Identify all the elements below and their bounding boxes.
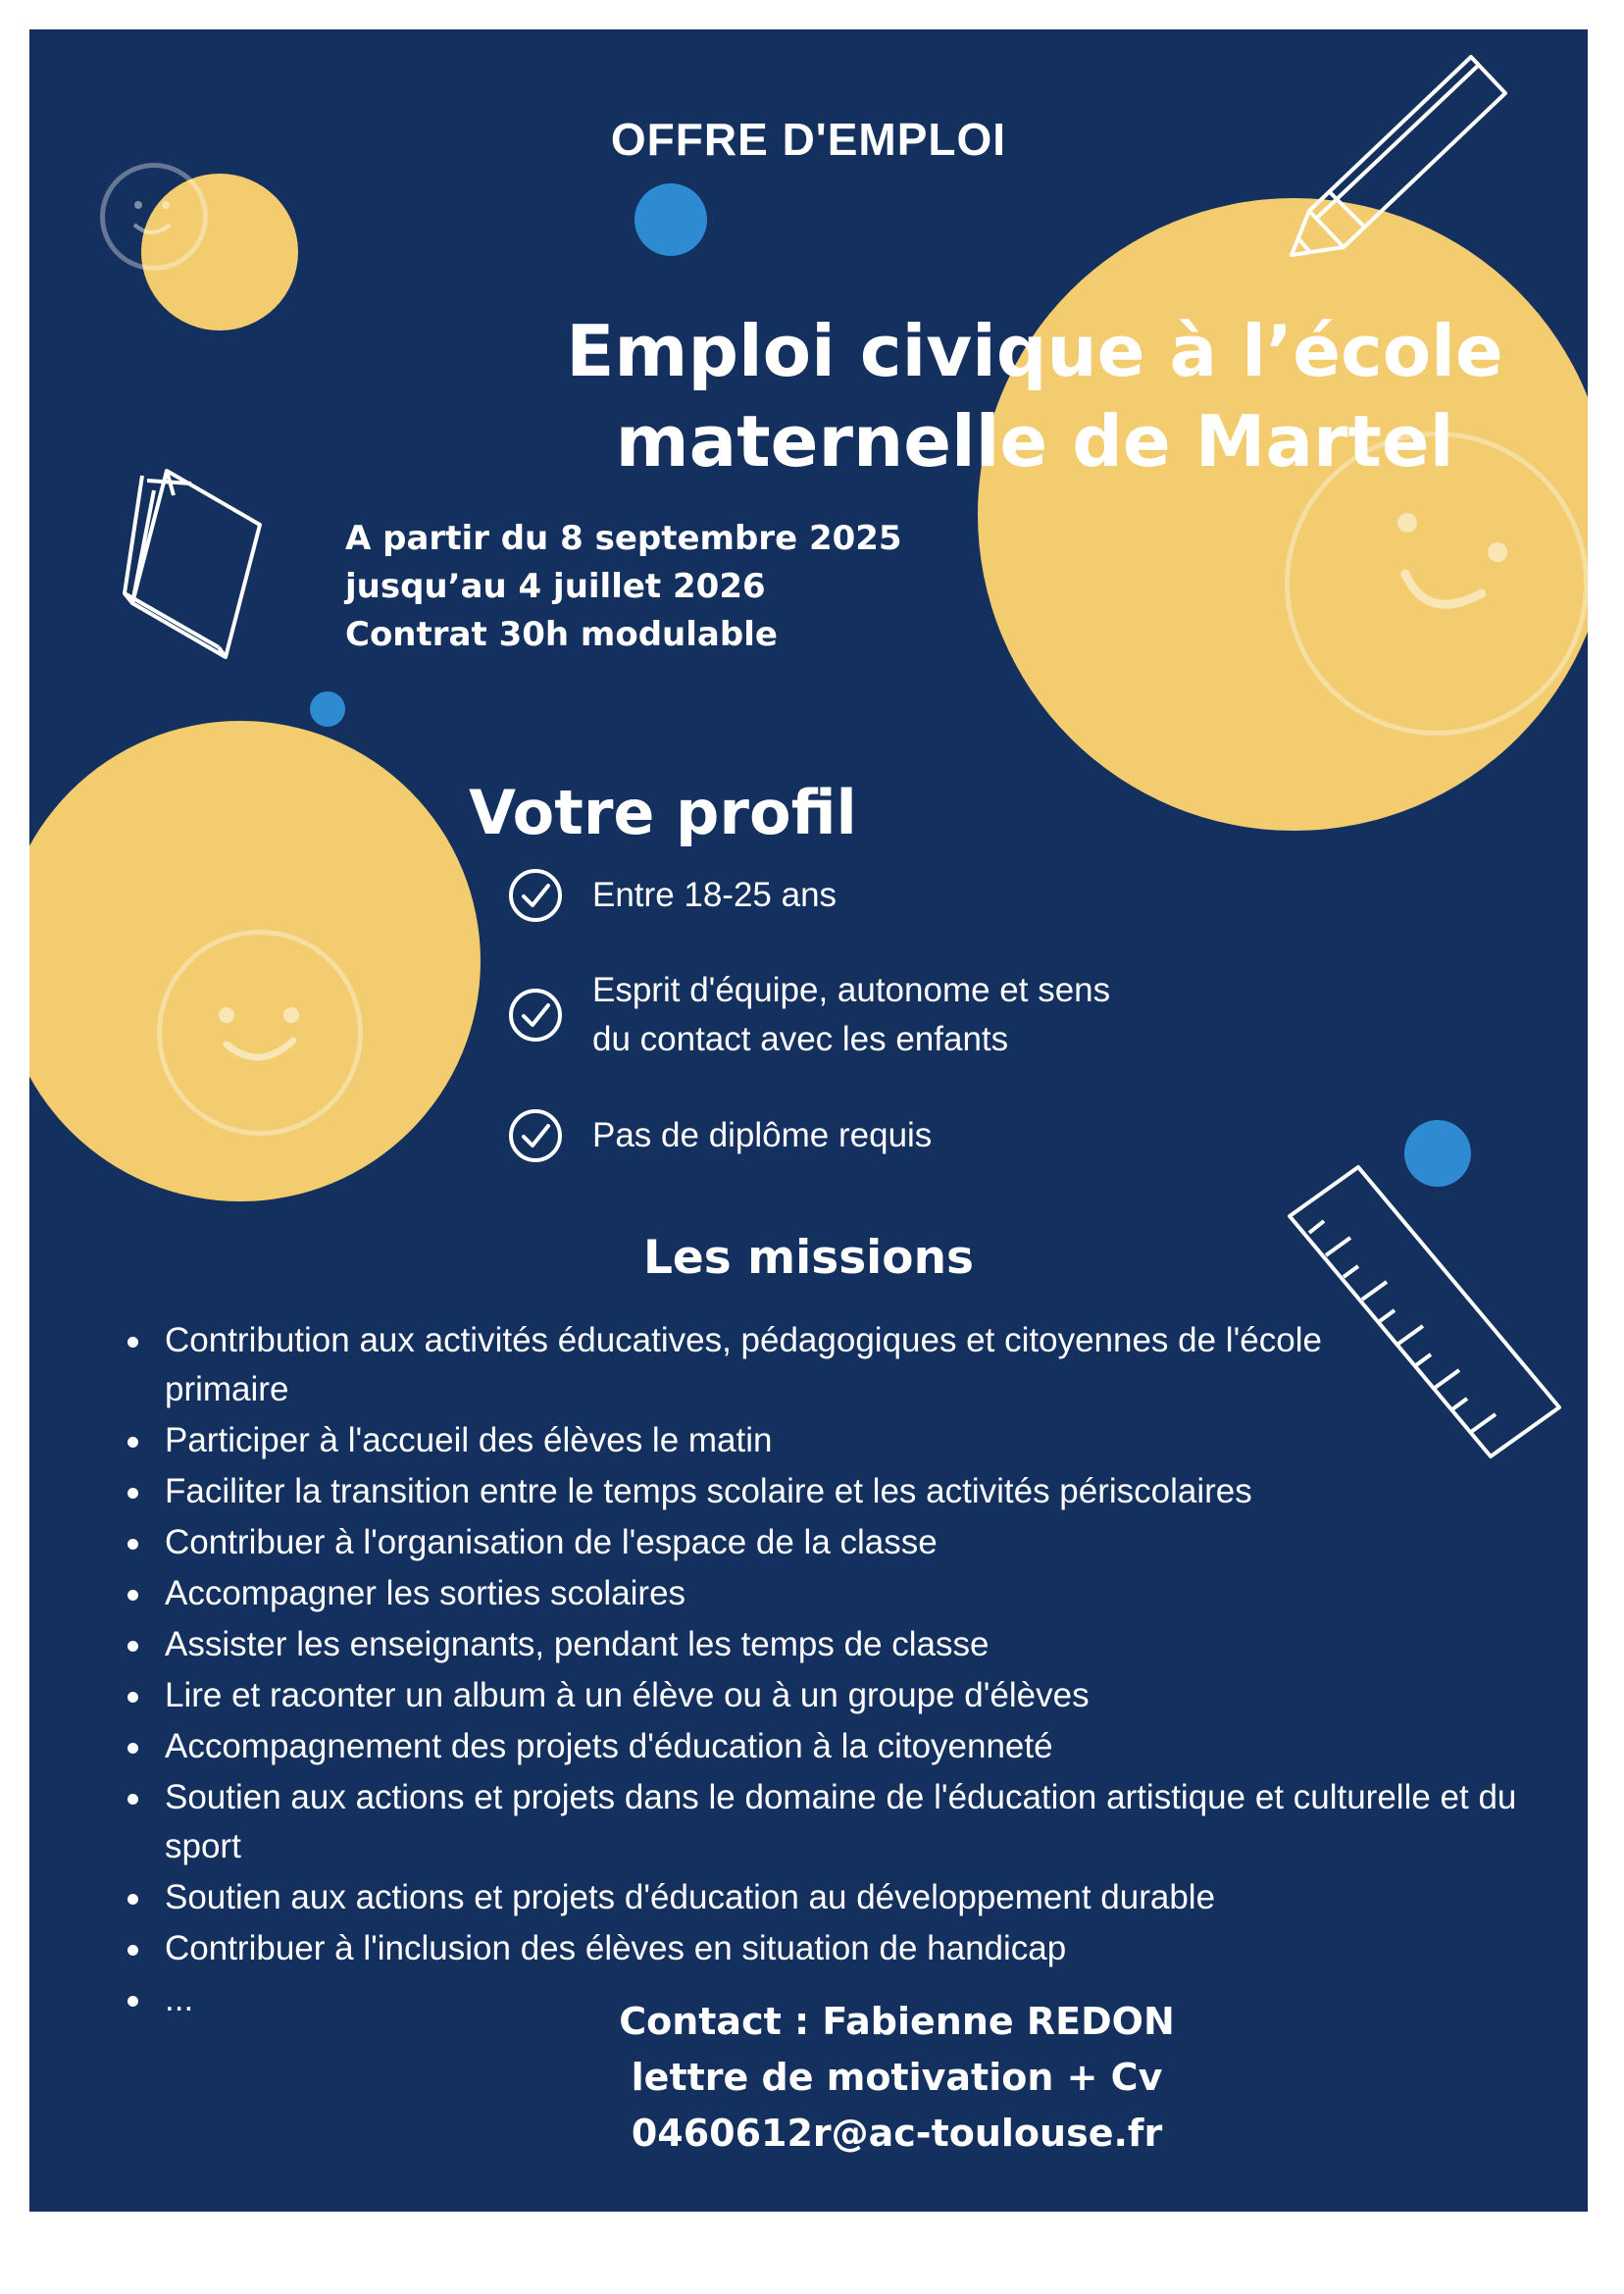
list-item: Soutien aux actions et projets d'éducation au développement durable [126, 1873, 1538, 1922]
end-date: jusqu’au 4 juillet 2026 [345, 567, 766, 606]
contact-block [29, 1994, 1588, 2162]
list-item: Assister les enseignants, pendant les temps de classe [126, 1620, 1538, 1669]
list-item: Contribuer à l'inclusion des élèves en situation de handicap [126, 1924, 1538, 1973]
list-item: Lire et raconter un album à un élève ou à un groupe d'élèves [126, 1671, 1538, 1720]
profil-item [508, 1108, 932, 1163]
check-circle-icon [508, 868, 563, 923]
profil-item [508, 868, 837, 923]
job-offer-poster [29, 29, 1588, 2212]
list-item: Participer à l'accueil des élèves le matin [126, 1416, 1538, 1465]
list-item: Contribution aux activités éducatives, pédagogiques et citoyennes de l'école primaire [126, 1316, 1420, 1414]
blue-dot-mid [310, 691, 345, 727]
profil-heading: Votre profil [469, 777, 857, 848]
profil-item-text: Entre 18-25 ans [592, 876, 837, 914]
profil-item [508, 966, 1136, 1064]
check-circle-icon [508, 1108, 563, 1163]
title-line-1: Emploi civique à l’école [566, 310, 1503, 392]
contact-documents: lettre de motivation + Cv [631, 2056, 1163, 2099]
list-item: Accompagnement des projets d'éducation à la citoyenneté [126, 1722, 1538, 1771]
start-date: A partir du 8 septembre 2025 [345, 519, 902, 558]
missions-list [126, 1316, 1538, 2026]
blue-dot-top [634, 183, 707, 256]
smiley-icon [100, 163, 208, 271]
offer-label: OFFRE D'EMPLOI [610, 114, 1007, 165]
profil-item-text: Pas de diplôme requis [592, 1116, 933, 1154]
contact-name: Contact : Fabienne REDON [619, 2000, 1175, 2043]
list-item: Contribuer à l'organisation de l'espace de la classe [126, 1518, 1538, 1567]
page-title [539, 306, 1530, 486]
check-circle-icon [508, 988, 563, 1043]
list-item: Soutien aux actions et projets dans le domaine de l'éducation artistique et culturelle et du sport [126, 1773, 1548, 1871]
smiley-icon [157, 930, 363, 1136]
contract-dates [345, 515, 902, 659]
book-icon [113, 456, 284, 667]
contact-email[interactable]: 0460612r@ac-toulouse.fr [631, 2112, 1163, 2155]
contract-hours: Contrat 30h modulable [345, 615, 778, 654]
list-item: Faciliter la transition entre le temps scolaire et les activités périscolaires [126, 1467, 1538, 1516]
title-line-2: maternelle de Martel [615, 400, 1454, 483]
profil-item-text: Esprit d'équipe, autonome et sens du contact avec les enfants [592, 971, 1111, 1058]
list-item: Accompagner les sorties scolaires [126, 1569, 1538, 1618]
list-item: ... [126, 1975, 1538, 2024]
missions-heading: Les missions [642, 1231, 975, 1285]
